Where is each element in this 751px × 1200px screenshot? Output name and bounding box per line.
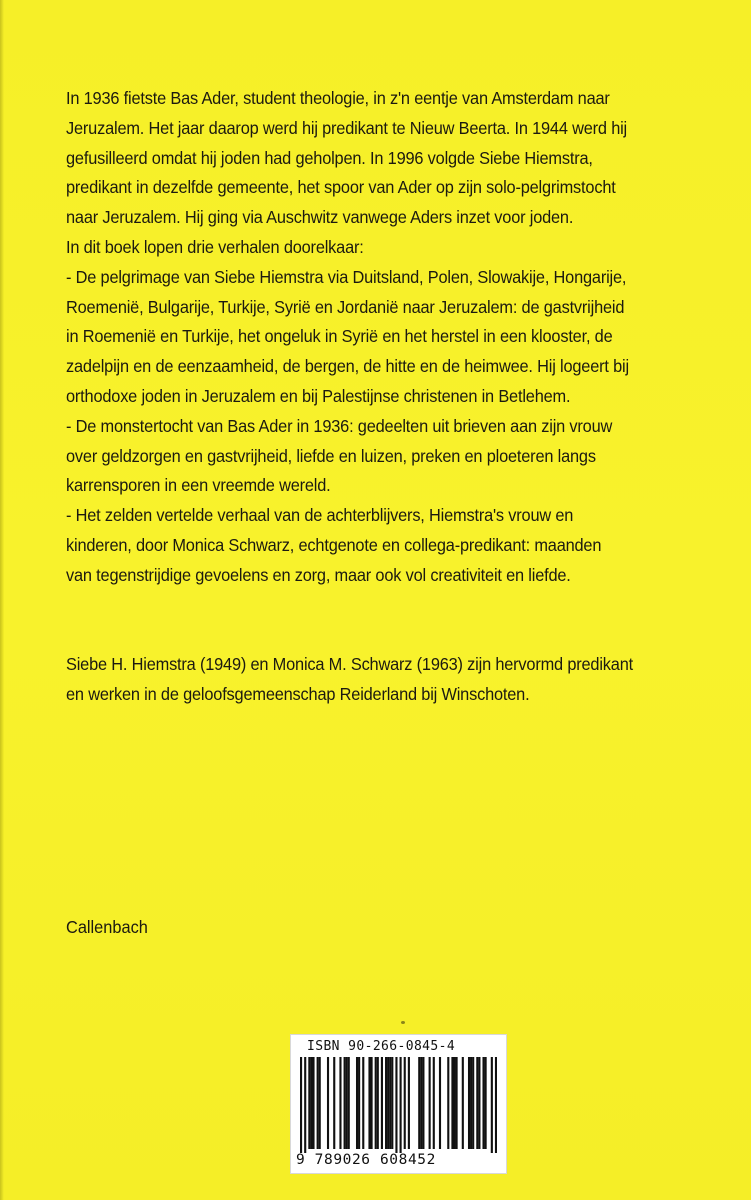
blurb-line: Jeruzalem. Het jaar daarop werd hij predikant te Nieuw Beerta. In 1944 werd hij [66, 117, 628, 138]
barcode-bar [472, 1057, 474, 1149]
barcode-bar [339, 1057, 341, 1149]
barcode-bar [377, 1057, 379, 1149]
barcode-bar [453, 1057, 455, 1149]
author-bio-line: Siebe H. Hiemstra (1949) en Monica M. Schwarz (1963) zijn hervormd predikant [66, 654, 633, 675]
barcode-bar [451, 1057, 453, 1149]
blurb-text [66, 84, 661, 710]
barcode-bar [418, 1057, 420, 1149]
barcode-bar [422, 1057, 424, 1149]
publisher-name: Callenbach [66, 917, 148, 937]
barcode-bar [310, 1057, 312, 1149]
ean-digits: 9 789026 608452 [296, 1152, 436, 1168]
blurb-line: - De monstertocht van Bas Ader in 1936: gedeelten uit brieven aan zijn vrouw [66, 415, 613, 436]
barcode-bars [300, 1057, 497, 1153]
barcode-bar [468, 1057, 470, 1149]
barcode-bar [317, 1057, 319, 1149]
barcode-panel [290, 1034, 507, 1174]
barcode-bar [433, 1057, 435, 1149]
blurb-line: kinderen, door Monica Schwarz, echtgenote en collega-predikant: maanden [66, 534, 602, 555]
barcode-bar [356, 1057, 358, 1149]
blurb-line: karrensporen in een vreemde wereld. [66, 475, 331, 496]
barcode-bar [462, 1057, 464, 1149]
barcode-bar [333, 1057, 335, 1149]
barcode-bar [470, 1057, 472, 1149]
blurb-line: zadelpijn en de eenzaamheid, de bergen, de hitte en de heimwee. Hij logeert bij [66, 356, 629, 377]
barcode-bar [327, 1057, 329, 1149]
barcode-bar [312, 1057, 314, 1149]
barcode-guard-bar [395, 1057, 397, 1153]
barcode-bar [319, 1057, 321, 1149]
barcode-bar [439, 1057, 441, 1149]
barcode-bar [456, 1057, 458, 1149]
barcode-bar [387, 1057, 389, 1149]
barcode-bar [429, 1057, 431, 1149]
barcode-guard-bar [400, 1057, 402, 1153]
barcode-bar [346, 1057, 348, 1149]
barcode-bar [404, 1057, 406, 1149]
blurb-line: naar Jeruzalem. Hij ging via Auschwitz vanwege Aders inzet voor joden. [66, 207, 574, 228]
blurb-line: in Roemenië en Turkije, het ongeluk in Syrië en het herstel in een klooster, de [66, 326, 613, 347]
barcode-bar [476, 1057, 478, 1149]
barcode-guard-bar [300, 1057, 302, 1153]
barcode-bar [385, 1057, 387, 1149]
blurb-line: predikant in dezelfde gemeente, het spoor van Ader op zijn solo-pelgrimstocht [66, 177, 616, 198]
barcode-bar [381, 1057, 383, 1149]
blurb-line: orthodoxe joden in Jeruzalem en bij Palestijnse christenen in Betlehem. [66, 385, 571, 406]
blurb-line: In 1936 fietste Bas Ader, student theologie, in z'n eentje van Amsterdam naar [66, 88, 610, 108]
isbn-label: ISBN 90-266-0845-4 [307, 1039, 456, 1054]
blurb-line: Roemenië, Bulgarije, Turkije, Syrië en Jordanië naar Jeruzalem: de gastvrijheid [66, 296, 625, 317]
author-bio-line: en werken in de geloofsgemeenschap Reiderland bij Winschoten. [66, 683, 530, 704]
barcode-bar [478, 1057, 480, 1149]
print-speck [401, 1021, 405, 1024]
blurb-line: over geldzorgen en gastvrijheid, liefde en luizen, preken en ploeteren langs [66, 445, 596, 466]
barcode-guard-bar [304, 1057, 306, 1153]
cover-edge [0, 0, 4, 1200]
barcode-bar [375, 1057, 377, 1149]
blurb-line: van tegenstrijdige gevoelens en zorg, maar ook vol creativiteit en liefde. [66, 564, 571, 585]
barcode-bar [408, 1057, 410, 1149]
barcode-bar [362, 1057, 364, 1149]
blurb-line: In dit boek lopen drie verhalen doorelkaar: [66, 236, 364, 257]
barcode-bar [447, 1057, 449, 1149]
barcode-bar [348, 1057, 350, 1149]
barcode-bar [389, 1057, 391, 1149]
barcode-bar [344, 1057, 346, 1149]
blurb-line: gefusilleerd omdat hij joden had geholpen. In 1996 volgde Siebe Hiemstra, [66, 147, 593, 168]
barcode-bar [358, 1057, 360, 1149]
barcode-bar [308, 1057, 310, 1149]
barcode-bar [368, 1057, 370, 1149]
barcode-bar [371, 1057, 373, 1149]
barcode-bar [391, 1057, 393, 1149]
barcode-bar [420, 1057, 422, 1149]
blurb-line: - Het zelden vertelde verhaal van de achterblijvers, Hiemstra's vrouw en [66, 505, 574, 526]
barcode-bar [482, 1057, 484, 1149]
barcode-guard-bar [491, 1057, 493, 1153]
barcode-bar [485, 1057, 487, 1149]
blurb-line: - De pelgrimage van Siebe Hiemstra via Duitsland, Polen, Slowakije, Hongarije, [66, 266, 627, 287]
barcode-guard-bar [495, 1057, 497, 1153]
